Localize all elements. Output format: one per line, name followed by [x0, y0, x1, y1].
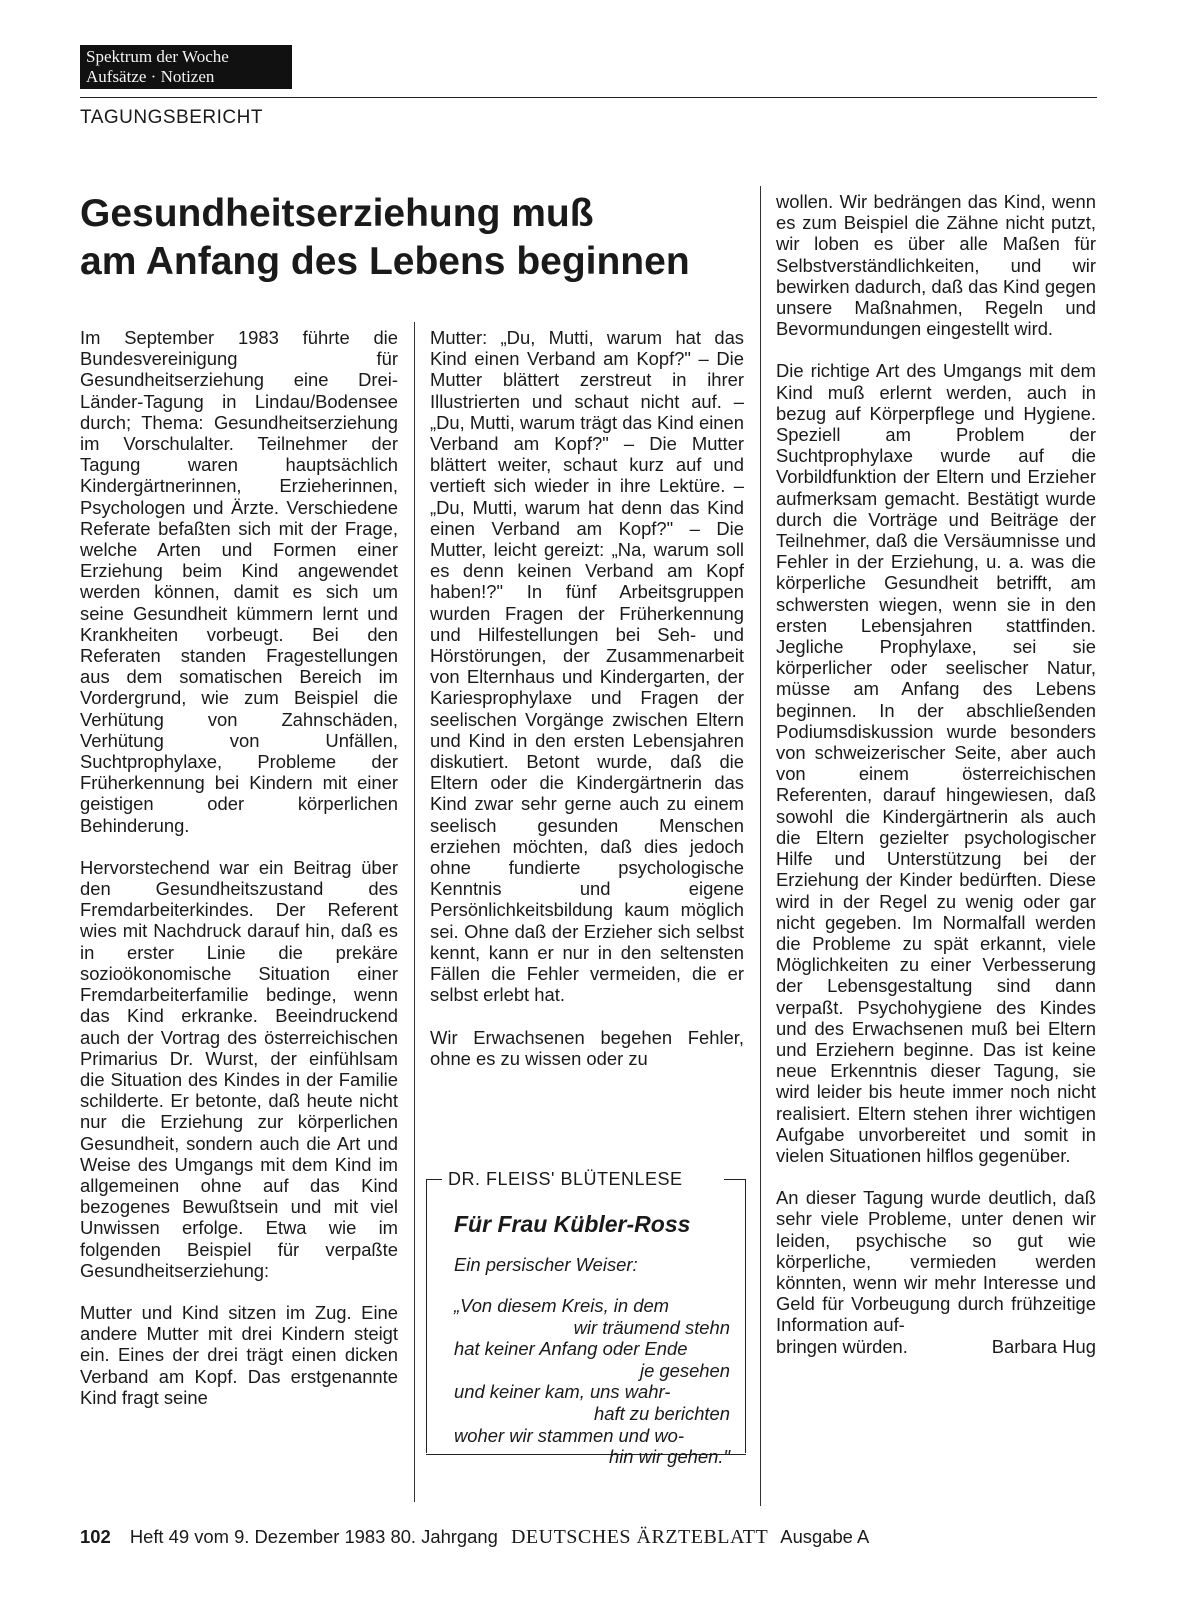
paragraph: wollen. Wir bedrängen das Kind, wenn es zum Beispiel die Zähne nicht putzt, wir loben es über alle Maßen für Selbstverständlichkeiten, und wir bewirken dadurch, daß das Kind gegen unsere Maßnahmen, Regeln und Bevormundungen eingestellt wird. — [776, 191, 1097, 340]
poem — [454, 1295, 730, 1468]
column-divider-2 — [760, 186, 761, 1506]
journal-name: DEUTSCHES ÄRZTEBLATT — [510, 1526, 769, 1548]
kicker: TAGUNGSBERICHT — [80, 107, 263, 128]
box-subtitle: Ein persischer Weiser: — [454, 1254, 638, 1275]
article-column-1 — [80, 327, 398, 1408]
paragraph: Mutter und Kind sitzen im Zug. Eine andere Mutter mit drei Kindern steigt ein. Eines der drei trägt einen dicken Verband am Kopf. Das erstgenannte Kind fragt seine — [80, 1301, 398, 1408]
closing-line — [776, 1336, 1096, 1357]
poem-line: wir träumend stehn — [573, 1316, 730, 1338]
paragraph: Im September 1983 führte die Bundesvereinigung für Gesundheitserziehung eine Drei-Länder-Tagung in Lindau/Bodensee durch; Thema: Gesundheitserziehung im Vorschulalter. Teilnehmer der Tagung waren hauptsächlich Kindergärtnerinnen, Erzieherinnen, Psychologen und Ärzte. Verschiedene Referate befaßten sich mit der Frage, welche Arten und Formen einer Erziehung beim Kind angewendet werden können, damit es sich um seine Gesundheit kümmern lernt und Krankheiten vorbeugt. Bei den Referaten standen Fragestellungen aus dem somatischen Bereich im Vordergrund, wie zum Beispiel die Verhütung von Zahnschäden, Verhütung von Unfällen, Suchtprophylaxe, Probleme der Früherkennung bei Kindern mit einer geistigen oder körperlichen Behinderung. — [80, 327, 398, 836]
sidebar-box — [426, 1169, 746, 1468]
paragraph: Wir Erwachsenen begehen Fehler, ohne es zu wissen oder zu — [430, 1026, 744, 1069]
paragraph: Mutter: „Du, Mutti, warum hat das Kind einen Verband am Kopf?" – Die Mutter blättert zerstreut in ihrer Illustrierten und schaut nicht auf. – „Du, Mutti, warum trägt das Kind einen Verband am Kopf?" – Die Mutter blättert weiter, schaut kurz auf und vertieft sich wieder in ihre Lektüre. – „Du, Mutti, warum hat denn das Kind einen Verband am Kopf?" – Die Mutter, leicht gereizt: „Na, warum soll es denn keinen Verband am Kopf haben!?" In fünf Arbeitsgruppen wurden Fragen der Früherkennung und Hilfestellungen bei Seh- und Hörstörungen, der Zusammenarbeit von Elternhaus und Kindergarten, der Kariesprophylaxe und Fragen der seelischen Vorgänge zwischen Eltern und Kind in den ersten Lebensjahren diskutiert. Betont wurde, daß die Eltern oder die Kindergärtnerin das Kind zwar sehr gerne auch zu einem seelisch gesunden Menschen erziehen möchten, daß dies jedoch ohne fundierte psychologische Kenntnis und eigene Persönlichkeitsbildung kaum möglich sei. Ohne daß der Erzieher sich selbst kennt, kann er nur in den seltensten Fällen die Fehler vermeiden, die er selbst erlebt hat. — [430, 327, 744, 1006]
headline-line-1: Gesundheitserziehung muß — [80, 192, 594, 235]
paragraph: Hervorstechend war ein Beitrag über den Gesundheitszustand des Fremdarbeiterkindes. Der Referent wies mit Nachdruck darauf hin, daß es in erster Linie die prekäre sozioökonomische Situation einer Fremdarbeiterfamilie bedinge, wenn das Kind erkranke. Beeindruckend auch der Vortrag des österreichischen Primarius Dr. Wurst, der einfühlsam die Situation des Kindes in der Familie schilderte. Er betonte, daß heute nicht nur die Erziehung zur körperlichen Gesundheit, sondern auch die Art und Weise des Umgangs mit dem Kind im allgemeinen ohne auf das Kind bezogenes Bewußtsein und mit viel Unwissen erfolge. Etwa wie im folgenden Beispiel für verpaßte Gesundheitserziehung: — [80, 856, 398, 1281]
section-tag-line-2: Aufsätze · Notizen — [86, 67, 215, 86]
box-border-top-left — [426, 1179, 442, 1180]
section-tag — [80, 45, 292, 89]
headline-line-2: am Anfang des Lebens beginnen — [80, 240, 690, 283]
poem-line: hin wir gehen." — [608, 1446, 730, 1468]
top-rule — [80, 97, 1097, 98]
column-divider-1 — [414, 322, 415, 1502]
article-column-3 — [776, 191, 1096, 1357]
paragraph: Die richtige Art des Umgangs mit dem Kind muß erlernt werden, auch in bezug auf Körperpflege und Hygiene. Speziell am Problem der Suchtprophylaxe wurde auf die Vorbildfunktion der Eltern und Erzieher aufmerksam gemacht. Bestätigt wurde durch die Vorträge und Beiträge der Teilnehmer, daß die Versäumnisse und Fehler in der Erziehung, u. a. was die körperliche Gesundheit betrifft, am schwersten wiegen, wenn sie in den ersten Lebensjahren stattfinden. Jegliche Prophylaxe, sei sie körperlicher oder seelischer Natur, müsse am Anfang des Lebens beginnen. In der abschließenden Podiumsdiskussion wurde besonders von schweizerischer Seite, aber auch von einem österreichischen Referenten, darauf hingewiesen, daß sowohl die Kindergärtnerin als auch die Eltern gezielter psychologischer Hilfe und Unterstützung bei der Erziehung der Kinder bedürften. Diese wird in der Regel zu wenig oder gar nicht gegeben. Im Normalfall werden die Probleme zu spät erkannt, viele Möglichkeiten zu einer Verbesserung der Lebensgestaltung sind dann verpaßt. Psychohygiene des Kindes und des Erwachsenen muß bei Eltern und Erziehern beginne. Das ist keine neue Erkenntnis dieser Tagung, sie wird leider bis heute immer noch nicht realisiert. Eltern stehen ihrer wichtigen Aufgabe unvorbereitet und somit in vielen Situationen hilflos gegenüber. — [776, 360, 1096, 1166]
box-title: Für Frau Kübler-Ross — [454, 1211, 691, 1237]
section-tag-line-1: Spektrum der Woche — [86, 47, 229, 66]
edition: Ausgabe A — [780, 1526, 870, 1547]
poem-line: haft zu berichten — [594, 1402, 730, 1424]
closing-text: bringen würden. — [776, 1335, 908, 1357]
poem-line: „Von diesem Kreis, in dem — [454, 1295, 669, 1316]
page-footer — [80, 1526, 869, 1549]
box-border-right — [745, 1179, 746, 1453]
poem-line: woher wir stammen und wo- — [454, 1424, 684, 1446]
box-border-top-right — [724, 1179, 746, 1180]
poem-line: hat keiner Anfang oder Ende — [454, 1338, 688, 1360]
poem-line: je gesehen — [640, 1359, 730, 1381]
issue-info: Heft 49 vom 9. Dezember 1983 80. Jahrgang — [129, 1526, 498, 1547]
article-column-2 — [430, 327, 744, 1069]
author-name: Barbara Hug — [991, 1335, 1096, 1357]
paragraph: An dieser Tagung wurde deutlich, daß sehr viele Probleme, unter denen wir leiden, psychische so gut wie körperliche, vermieden werden könnten, wenn wir mehr Interesse und Geld für Vorbeugung durch frühzeitige Information auf- — [776, 1187, 1096, 1336]
poem-line: und keiner kam, uns wahr- — [454, 1381, 671, 1403]
page-number: 102 — [80, 1526, 111, 1547]
box-border-left — [426, 1179, 427, 1453]
headline — [80, 190, 760, 286]
box-label: DR. FLEISS' BLÜTENLESE — [448, 1169, 683, 1189]
